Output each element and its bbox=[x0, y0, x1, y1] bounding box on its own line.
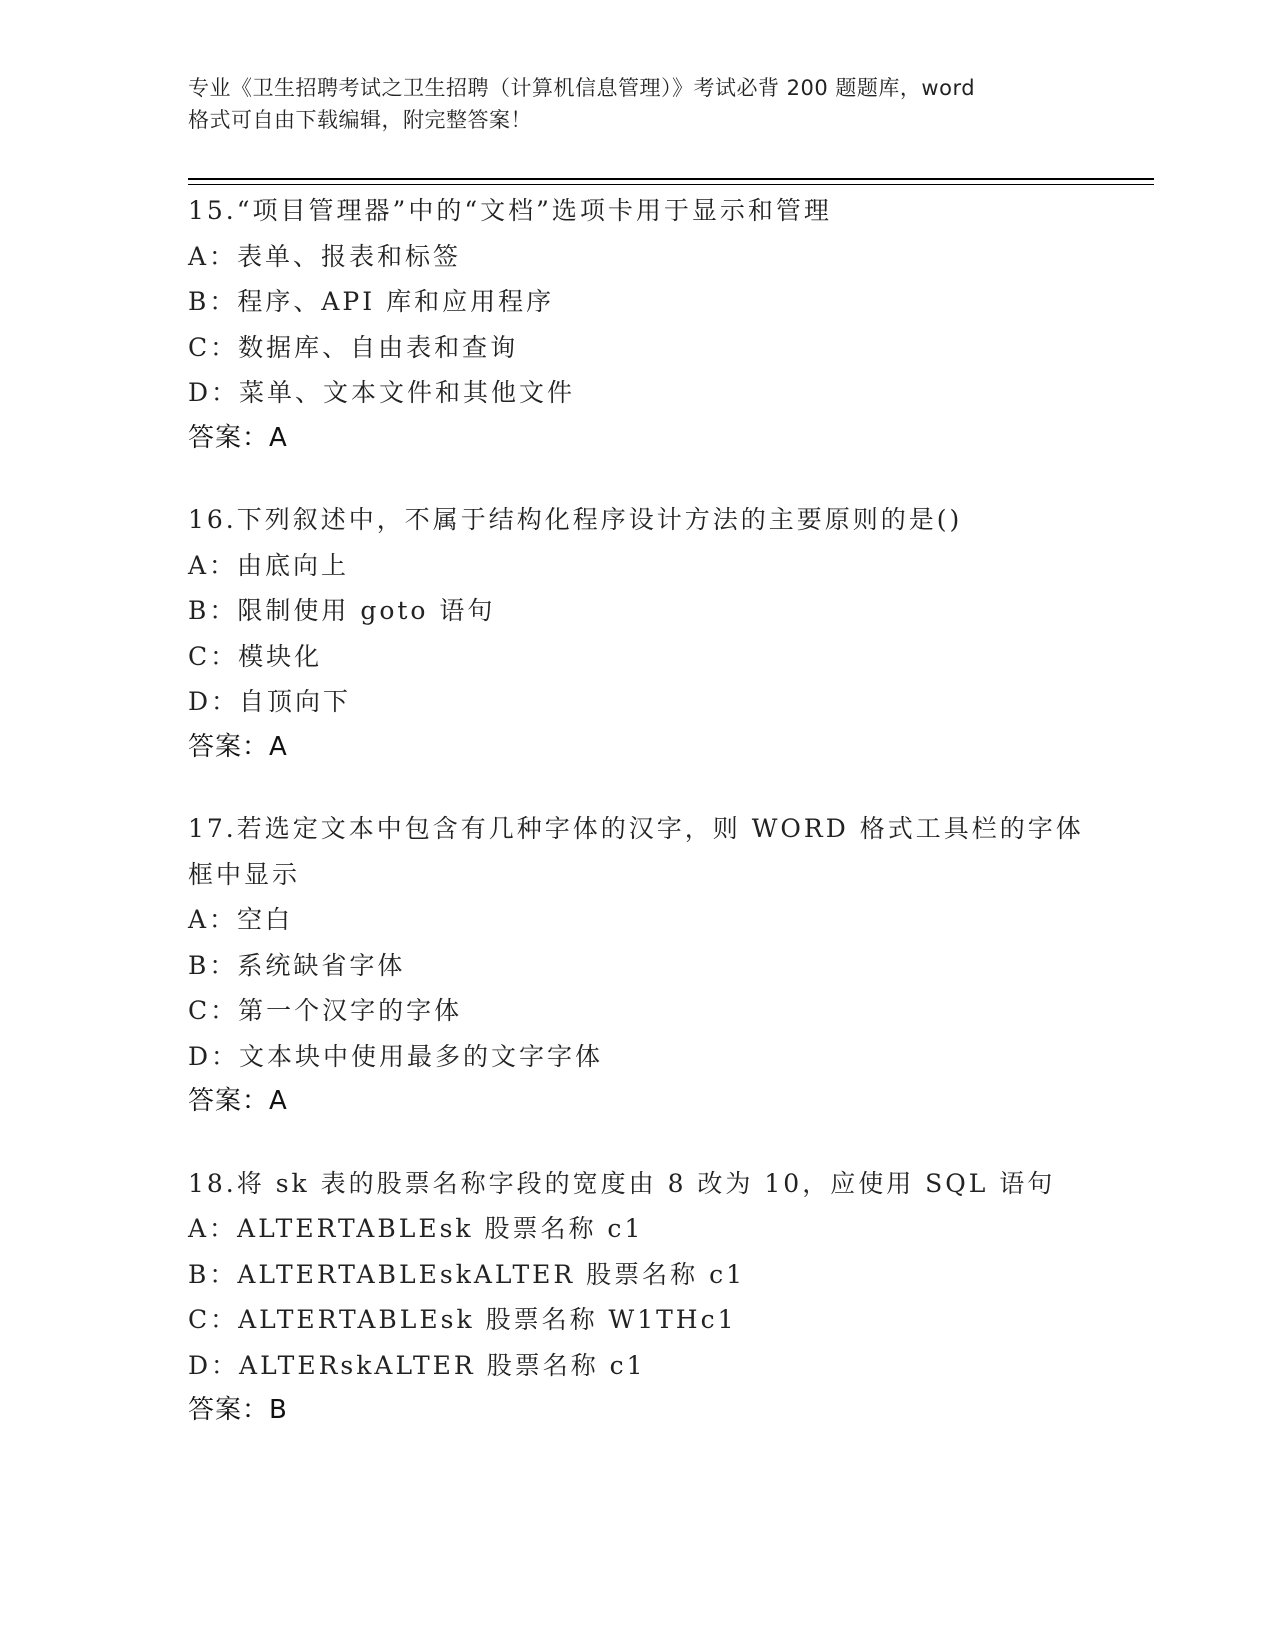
answer-label: 答案：A bbox=[188, 422, 288, 453]
document-header bbox=[188, 72, 1088, 136]
header-line-2: 格式可自由下载编辑，附完整答案！ bbox=[188, 108, 532, 132]
option-d: D：ALTERskALTER 股票名称 c1 bbox=[188, 1350, 646, 1380]
answer-label: 答案：B bbox=[188, 1395, 288, 1425]
option-b: B：ALTERTABLEskALTER 股票名称 c1 bbox=[188, 1259, 746, 1289]
option-d: D：菜单、文本文件和其他文件 bbox=[188, 378, 576, 407]
question-15 bbox=[188, 188, 1148, 461]
header-rule-thick bbox=[188, 178, 1154, 180]
question-list bbox=[188, 188, 1148, 1470]
question-16 bbox=[188, 497, 1148, 770]
question-stem: 18.将 sk 表的股票名称字段的宽度由 8 改为 10，应使用 SQL 语句 bbox=[188, 1168, 1056, 1198]
question-17 bbox=[188, 806, 1148, 1125]
question-stem: 15.“项目管理器”中的“文档”选项卡用于显示和管理 bbox=[188, 196, 832, 225]
option-b: B：限制使用 goto 语句 bbox=[188, 596, 496, 625]
option-c: C：数据库、自由表和查询 bbox=[188, 332, 519, 362]
question-stem-continued: 框中显示 bbox=[188, 859, 301, 889]
question-stem: 17.若选定文本中包含有几种字体的汉字，则 WORD 格式工具栏的字体 bbox=[188, 814, 1084, 843]
option-d: D：文本块中使用最多的文字字体 bbox=[188, 1041, 604, 1071]
option-c: C：ALTERTABLEsk 股票名称 W1THc1 bbox=[188, 1305, 737, 1334]
question-stem: 16.下列叙述中，不属于结构化程序设计方法的主要原则的是() bbox=[188, 505, 963, 534]
header-rule-thin bbox=[188, 184, 1154, 185]
header-line-1: 专业《卫生招聘考试之卫生招聘（计算机信息管理）》考试必背 200 题题库，word bbox=[188, 76, 976, 100]
option-b: B：程序、API 库和应用程序 bbox=[188, 287, 555, 316]
option-a: A：空白 bbox=[188, 905, 294, 934]
answer-label: 答案：A bbox=[188, 731, 288, 762]
option-a: A：ALTERTABLEsk 股票名称 c1 bbox=[188, 1214, 644, 1243]
question-18 bbox=[188, 1161, 1148, 1434]
option-c: C：第一个汉字的字体 bbox=[188, 996, 463, 1025]
option-b: B：系统缺省字体 bbox=[188, 950, 406, 980]
option-a: A：由底向上 bbox=[188, 550, 350, 580]
answer-label: 答案：A bbox=[188, 1086, 288, 1116]
option-a: A：表单、报表和标签 bbox=[188, 241, 462, 271]
option-d: D：自顶向下 bbox=[188, 687, 352, 716]
option-c: C：模块化 bbox=[188, 641, 323, 671]
